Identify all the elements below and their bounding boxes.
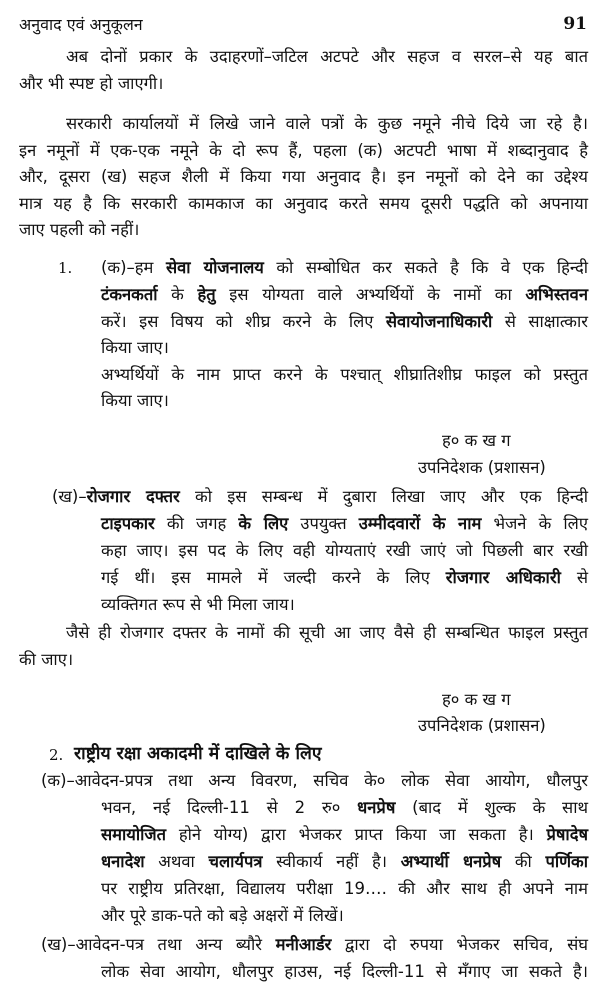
bold-term-parnika: पर्णिका [545,852,588,871]
example1-kha-line3: कहा जाए। इस पद के लिए वही योग्यताएं रखी जाएं जो पिछली बार रखी [101,541,588,560]
example1-kha-signature: ह० क ख ग [442,690,511,709]
bold-term-dhanadesh: धनादेश [101,852,145,871]
bold-term-samayojit: समायोजित [101,825,167,844]
example1-ka-line6: किया जाए। [101,391,169,410]
example1-ka-line1 [101,255,588,281]
example2-ka-line5: पर राष्ट्रीय प्रतिरक्षा, विद्यालय परीक्षा 19‥‥ की और साथ ही अपने नाम [101,879,588,898]
example1-ka-line4: किया जाए। [101,338,169,357]
intro-para2-line4: मात्र यह है कि सरकारी कामकाज का अनुवाद करते समय दूसरी पद्धति को अपनाया [19,194,588,213]
example1-kha-line6: जैसे ही रोजगार दफ्तर के नामों की सूची आ जाए वैसे ही सम्बन्धित फाइल प्रस्तुत [66,623,588,642]
bold-term-abhyarthi-dhanpresh: अभ्यार्थी धनप्रेष [400,852,502,871]
example2-ka-line6: और पूरे डाक-पते को बड़े अक्षरों में लिखें। [101,906,344,925]
intro-para2-line2: इन नमूनों में एक-एक नमूने के दो रूप हैं, पहला (क) अटपटी भाषा में शब्दानुवाद है [19,141,588,160]
bold-term-ummeedvaron-ke-naam: उम्मीदवारों के नाम [358,514,482,533]
text-run: गई थीं। इस मामले में जल्दी करने के लिए [101,568,446,587]
bold-term-tankankarta: टंकनकर्ता [101,285,158,304]
text-run: इस योग्यता वाले अभ्यर्थियों के नामों का [215,285,526,304]
example1-kha-line2 [101,511,588,537]
text-run: उपयुक्त [288,514,359,533]
example1-ka-line2 [101,282,588,308]
example2-ka-line3 [101,822,588,848]
bold-term-seva-yojanalay: सेवा योजनालय [165,258,264,277]
bold-term-money-order: मनीआर्डर [275,935,332,954]
example1-ka-line3 [101,309,588,335]
text-run: के [157,285,198,304]
example1-kha-line4 [101,565,588,591]
example1-ka-designation: उपनिदेशक (प्रशासन) [418,458,546,477]
intro-para2-line1: सरकारी कार्यालयों में लिखे जाने वाले पत्रों के कुछ नमूने नीचे दिये जा रहे है। [66,114,588,133]
bold-term-ke-liye: के लिए [238,514,289,533]
text-run: भेजने के लिए [481,514,588,533]
bold-term-dhanpresh: धनप्रेष [357,798,396,817]
text-run: (ख)– [52,487,87,506]
text-run: अथवा [144,852,209,871]
text-run: की [501,852,546,871]
intro-para1-line2: और भी स्पष्ट हो जाएगी। [19,74,164,93]
example1-kha-designation: उपनिदेशक (प्रशासन) [418,716,546,735]
example2-number: 2. [49,746,64,764]
example1-kha-line5: व्यक्तिगत रूप से भी मिला जाय। [101,595,295,614]
example1-kha-line1 [52,484,588,510]
running-title: अनुवाद एवं अनुकूलन [19,15,143,34]
page-number: 91 [563,14,587,34]
example2-kha-line1 [41,932,588,958]
bold-term-rojgar-adhikari: रोजगार अधिकारी [445,568,561,587]
bold-term-typekar: टाइपकार [101,514,155,533]
example2-kha-line2: लोक सेवा आयोग, धौलपुर हाउस, नई दिल्ली-11 से मँगाए जा सकते है। [101,962,588,981]
example2-ka-line1: (क)–आवेदन-प्रपत्र तथा अन्य विवरण, सचिव के० लोक सेवा आयोग, धौलपुर [41,771,588,790]
text-run: द्वारा दो रुपया भेजकर सचिव, संघ [331,935,588,954]
example1-kha-line7: की जाए। [19,650,74,669]
text-run: करें। इस विषय को शीघ्र करने के लिए [101,312,386,331]
text-run: से [560,568,588,587]
example1-ka-signature: ह० क ख ग [442,431,511,450]
example2-ka-line4 [101,849,588,875]
text-run: की जगह [154,514,239,533]
bold-term-hetu: हेतु [197,285,216,304]
bold-term-abhistavan: अभिस्तवन [525,285,589,304]
intro-para1-line1: अब दोनों प्रकार के उदाहरणों–जटिल अटपटे और सहज व सरल–से यह बात [66,47,588,66]
text-run: (क)–हम [101,258,166,277]
text-run: से साक्षात्कार [492,312,589,331]
page-header [19,12,587,36]
text-run: होने योग्य) द्वारा भेजकर प्राप्त किया जा सकता है। [166,825,547,844]
bold-term-preshadesh: प्रेषादेष [546,825,588,844]
bold-term-chalaryapatra: चलार्यपत्र [208,852,263,871]
text-run: (बाद में शुल्क के साथ [395,798,589,817]
example1-ka-line5: अभ्यर्थियों के नाम प्राप्त करने के पश्चात् शीघ्रातिशीघ्र फाइल को प्रस्तुत [101,365,588,384]
bold-term-sevayojanadhikari: सेवायोजनाधिकारी [385,312,493,331]
intro-para2-line3: और, दूसरा (ख) सहज शैली में किया गया अनुवाद है। इन नमूनों को देने का उद्देश्य [19,167,588,186]
example2-heading: राष्ट्रीय रक्षा अकादमी में दाखिले के लिए [74,744,322,764]
example2-ka-line2 [101,795,588,821]
example1-number: 1. [58,259,73,277]
intro-para2-line5: जाए पहली को नहीं। [19,220,140,239]
text-run: को सम्बोधित कर सकते है कि वे एक हिन्दी [263,258,589,277]
text-run: भवन, नई दिल्ली-11 से 2 रु० [101,798,358,817]
bold-term-rojgar-daftar: रोजगार दफ्तर [86,487,180,506]
text-run: (ख)–आवेदन-पत्र तथा अन्य ब्यौरे [41,935,276,954]
text-run: को इस सम्बन्ध में दुबारा लिखा जाए और एक हिन्दी [179,487,588,506]
text-run: स्वीकार्य नहीं है। [262,852,401,871]
